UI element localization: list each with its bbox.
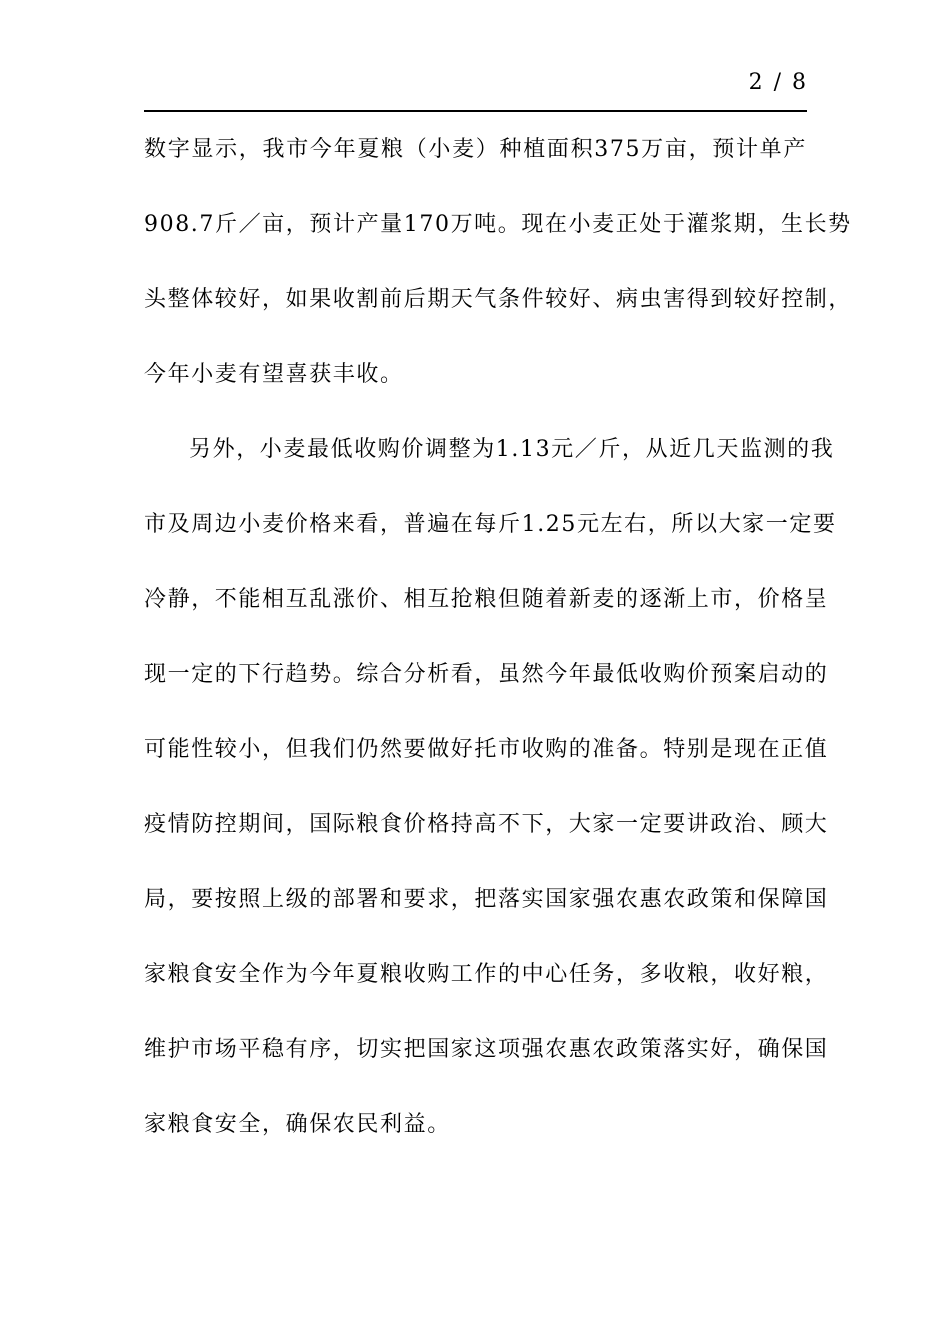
paragraph-line: 家粮食安全，确保农民利益。	[144, 1112, 451, 1137]
paragraph-line: 今年小麦有望喜获丰收。	[144, 362, 404, 387]
paragraph-line: 数字显示，我市今年夏粮（小麦）种植面积375万亩，预计单产	[144, 137, 807, 162]
body-text	[144, 131, 853, 1181]
header-divider	[144, 110, 807, 112]
paragraph-line: 另外，小麦最低收购价调整为1.13元／斤，从近几天监测的我	[189, 437, 835, 462]
paragraph-line: 疫情防控期间，国际粮食价格持高不下，大家一定要讲政治、顾大	[144, 812, 829, 837]
paragraph-line: 冷静，不能相互乱涨价、相互抢粮但随着新麦的逐渐上市，价格呈	[144, 587, 829, 612]
paragraph-line: 市及周边小麦价格来看，普遍在每斤1.25元左右，所以大家一定要	[144, 512, 837, 537]
paragraph-line: 现一定的下行趋势。综合分析看，虽然今年最低收购价预案启动的	[144, 662, 829, 687]
paragraph-line: 局，要按照上级的部署和要求，把落实国家强农惠农政策和保障国	[144, 887, 829, 912]
paragraph-line: 头整体较好，如果收割前后期天气条件较好、病虫害得到较好控制，	[144, 287, 853, 312]
paragraph-line: 家粮食安全作为今年夏粮收购工作的中心任务，多收粮，收好粮，	[144, 962, 829, 987]
paragraph-line: 维护市场平稳有序，切实把国家这项强农惠农政策落实好，确保国	[144, 1037, 829, 1062]
page-number: 2 / 8	[748, 70, 808, 95]
paragraph-line: 908.7斤／亩，预计产量170万吨。现在小麦正处于灌浆期，生长势	[144, 212, 852, 237]
paragraph-line: 可能性较小，但我们仍然要做好托市收购的准备。特别是现在正值	[144, 737, 829, 762]
